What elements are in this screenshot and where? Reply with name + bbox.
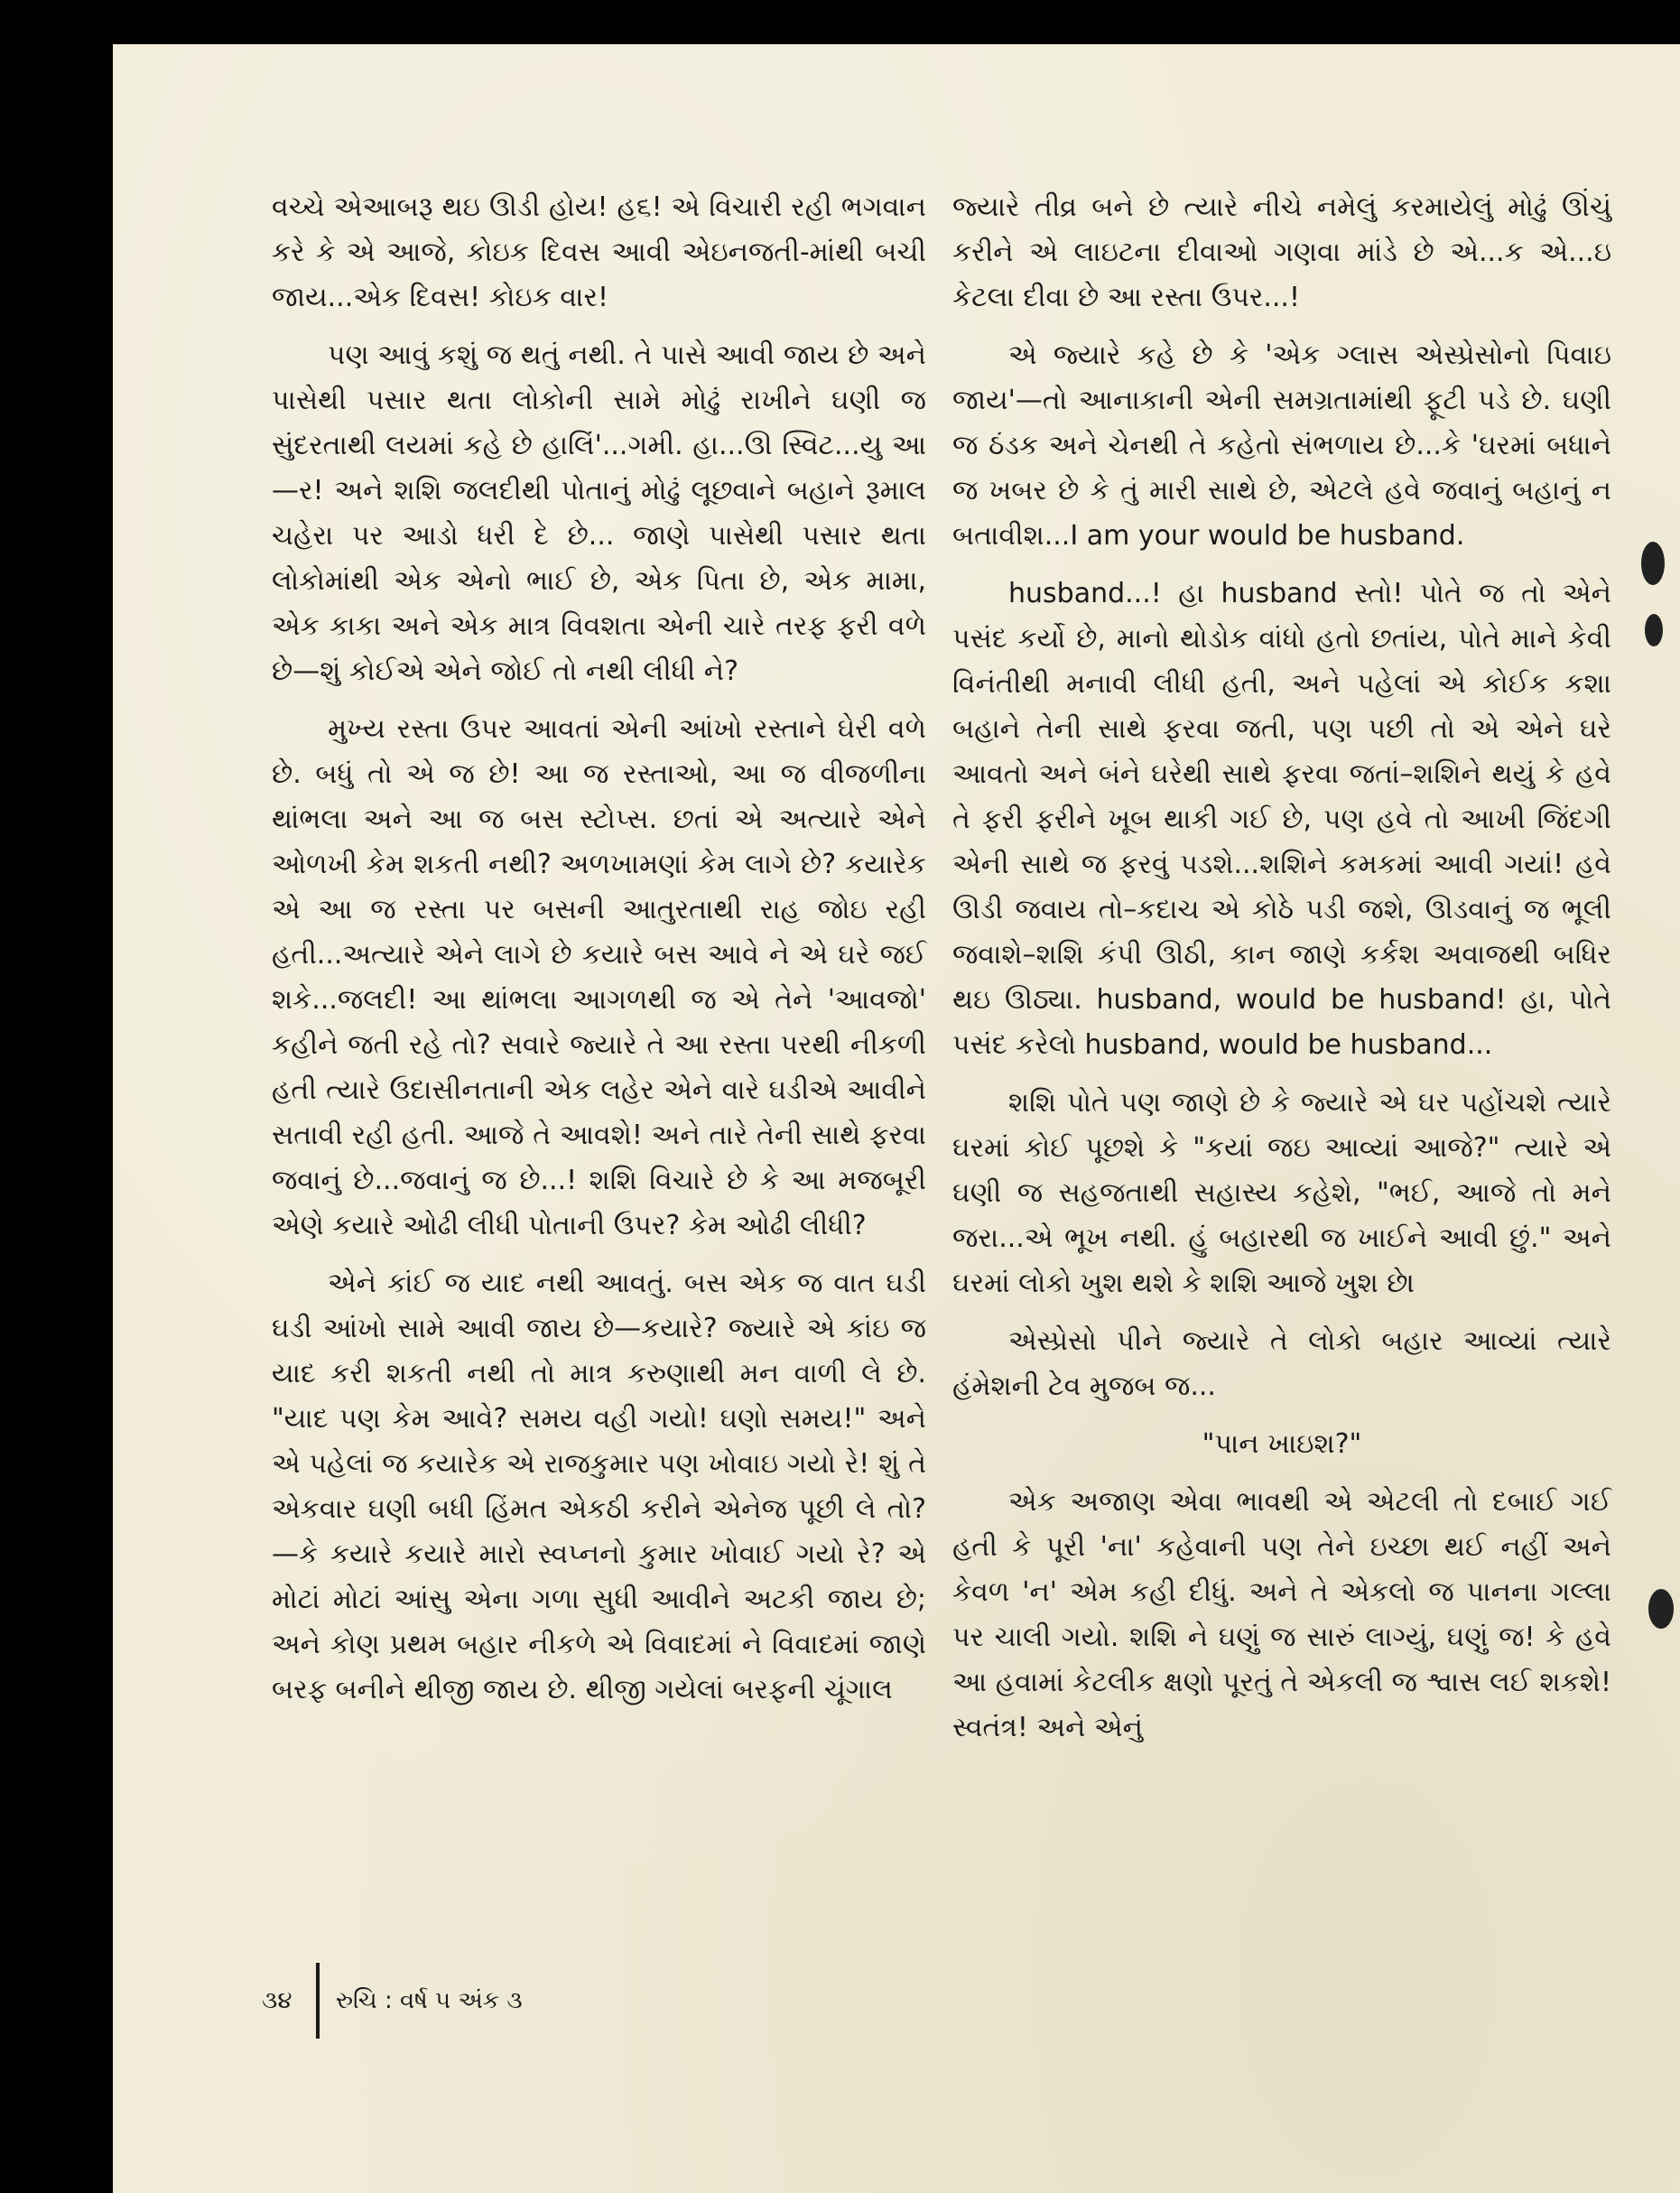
paragraph: એક અજાણ એવા ભાવથી એ એટલી તો દબાઈ ગઈ હતી કે પૂરી 'ના' કહેવાની પણ તેને ઇચ્છા થઈ નહીં અને કેવળ 'ન' એમ કહી દીધું. અને તે એકલો જ પાનના ગલ્લા પર ચાલી ગયો. શશિ ને ઘણું જ સારું લાગ્યું, ઘણું જ! કે હવે આ હવામાં કેટલીક ક્ષણો પૂરતું તે એકલી જ શ્વાસ લઈ શકશે! સ્વતંત્ર! અને એનું	[952, 1486, 1611, 1743]
paragraph: શશિ પોતે પણ જાણે છે કે જ્યારે એ ઘર પહોંચશે ત્યારે ઘરમાં કોઈ પૂછશે કે "કયાં જઇ આવ્યાં આજે?" ત્યારે એ ઘણી જ સહજતાથી સહાસ્ય કહેશે, "ભઈ, આજે તો મને જરા...એ ભૂખ નથી. હું બહારથી જ ખાઈને આવી છું." અને ઘરમાં લોકો ખુશ થશે કે શશિ આજે ખુશ છે।	[952, 1087, 1611, 1299]
ink-blot	[1645, 614, 1663, 646]
page-footer	[262, 1974, 523, 2028]
paragraph: એ જ્યારે કહે છે કે 'એક ગ્લાસ એસ્પ્રેસોનો પિવાઇ જાય'—તો આનાકાની એની સમગ્રતામાંથી ફૂટી પડે છે. ઘણી જ ઠંડક અને ચેનથી તે કહેતો સંભળાય છે...કે 'ઘરમાં બધાને જ ખબર છે કે તું મારી સાથે છે, એટલે હવે જવાનું બહાનું ન બતાવીશ...I am your would be husband.	[952, 339, 1611, 552]
dialogue-line: "પાન ખાઇશ?"	[1202, 1428, 1362, 1460]
paragraph: husband...! હા husband સ્તો! પોતે જ તો એને પસંદ કર્યો છે, માનો થોડોક વાંધો હતો છતાંય, પોતે માને કેવી વિનંતીથી મનાવી લીધી હતી, અને પહેલાં એ કોઈક કશા બહાને તેની સાથે ફરવા જતી, પણ પછી તો એ એને ઘરે આવતો અને બંને ઘરેથી સાથે ફરવા જતાં–શશિને થયું કે હવે તે ફરી ફરીને ખૂબ થાકી ગઈ છે, પણ હવે તો આખી જિંદગી એની સાથે જ ફરવું પડશે...શશિને કમકમાં આવી ગયાં! હવે ઊડી જવાય તો–કદાચ એ કોઠે પડી જશે, ઊડવાનું જ ભૂલી જવાશે–શશિ કંપી ઊઠી, કાન જાણે કર્કશ અવાજથી બધિર થઇ ઊઠ્યા. husband, would be husband! હા, પોતે પસંદ કરેલો husband, would be husband...	[952, 578, 1611, 1061]
ink-blot	[1648, 1589, 1674, 1629]
left-text-column	[272, 185, 926, 1725]
ink-blot	[1641, 542, 1665, 585]
paragraph: એસ્પ્રેસો પીને જ્યારે તે લોકો બહાર આવ્યાં ત્યારે હંમેશની ટેવ મુજબ જ...	[952, 1325, 1611, 1402]
paragraph: વચ્ચે એઆબરૂ થઇ ઊડી હોય! હ૬! એ વિચારી રહી ભગવાન કરે કે એ આજે, કોઇક દિવસ આવી એઇનજતી-માંથી બચી જાય...એક દિવસ! કોઇક વાર!	[272, 191, 926, 313]
paragraph: એને કાંઈ જ યાદ નથી આવતું. બસ એક જ વાત ઘડી ઘડી આંખો સામે આવી જાય છે—કયારે? જ્યારે એ કાંઇ જ યાદ કરી શકતી નથી તો માત્ર કરુણાથી મન વાળી લે છે. "યાદ પણ કેમ આવે? સમય વહી ગયો! ઘણો સમય!" અને એ પહેલાં જ કયારેક એ રાજકુમાર પણ ખોવાઇ ગયો રે! શું તે એકવાર ઘણી બધી હિંમત એકઠી કરીને એનેજ પૂછી લે તો? —કે કયારે કયારે મારો સ્વપ્નનો કુમાર ખોવાઈ ગયો રે? એ મોટાં મોટાં આંસુ એના ગળા સુધી આવીને અટકી જાય છે; અને કોણ પ્રથમ બહાર નીકળે એ વિવાદમાં ને વિવાદમાં જાણે બરફ બનીને થીજી જાય છે. થીજી ગયેલાં બરફની ચૂંગાલ	[272, 1268, 926, 1705]
paragraph: જ્યારે તીવ્ર બને છે ત્યારે નીચે નમેલું કરમાયેલું મોઢું ઊંચું કરીને એ લાઇટના દીવાઓ ગણવા માંડે છે એ...ક એ...ઇ કેટલા દીવા છે આ રસ્તા ઉપર...!	[952, 191, 1611, 313]
footer-divider	[316, 1963, 320, 2039]
paragraph: પણ આવું કશું જ થતું નથી. તે પાસે આવી જાય છે અને પાસેથી પસાર થતા લોકોની સામે મોઢું રાખીને ઘણી જ સુંદરતાથી લયમાં કહે છે હાલિં'...ગમી. હા...ઊ સ્વિટ...યુ આ—ર! અને શશિ જલદીથી પોતાનું મોઢું લૂછવાને બહાને રૂમાલ ચહેરા પર આડો ધરી દે છે... જાણે પાસેથી પસાર થતા લોકોમાંથી એક એનો ભાઈ છે, એક પિતા છે, એક મામા, એક કાકા અને એક માત્ર વિવશતા એની ચારે તરફ ફરી વળે છે—શું કોઈએ એને જોઈ તો નથી લીધી ને?	[272, 339, 926, 687]
publication-info: રુચિ : વર્ષ ૫ અંક ૩	[336, 1986, 523, 2014]
page-number: ૩૪	[262, 1986, 292, 2014]
right-text-column	[952, 185, 1611, 1763]
paragraph: મુખ્ય રસ્તા ઉપર આવતાં એની આંખો રસ્તાને ઘેરી વળે છે. બધું તો એ જ છે! આ જ રસ્તાઓ, આ જ વીજળીના થાંભલા અને આ જ બસ સ્ટોપ્સ. છતાં એ અત્યારે એને ઓળખી કેમ શકતી નથી? અળખામણાં કેમ લાગે છે? કયારેક એ આ જ રસ્તા પર બસની આતુરતાથી રાહ જોઇ રહી હતી...અત્યારે એને લાગે છે કયારે બસ આવે ને એ ઘરે જઈ શકે...જલદી! આ થાંભલા આગળથી જ એ તેને 'આવજો' કહીને જતી રહે તો? સવારે જ્યારે તે આ રસ્તા પરથી નીકળી હતી ત્યારે ઉદાસીનતાની એક લહેર એને વારે ઘડીએ આવીને સતાવી રહી હતી. આજે તે આવશે! અને તારે તેની સાથે ફરવા જવાનું છે...જવાનું જ છે...! શશિ વિચારે છે કે આ મજબૂરી એણે કયારે ઓઢી લીધી પોતાની ઉપર? કેમ ઓઢી લીધી?	[272, 713, 926, 1241]
